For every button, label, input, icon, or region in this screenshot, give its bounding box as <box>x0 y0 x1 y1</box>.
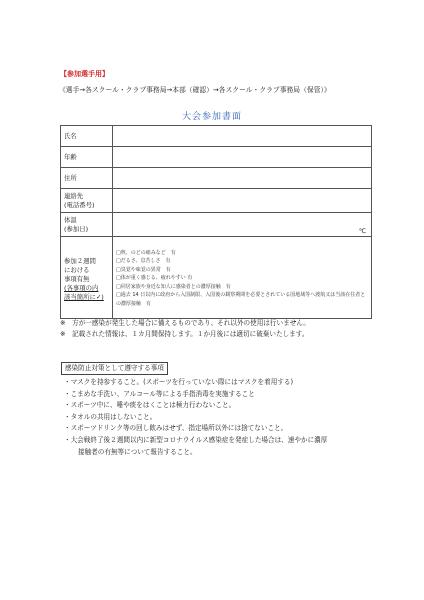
form-row-address <box>61 168 372 189</box>
symptoms-label-line1: 参加２週間 <box>64 256 96 265</box>
rule-item: ・こまめな手洗い、アルコール等による手指消毒を実施すること <box>64 389 255 398</box>
form-row-age <box>61 147 372 168</box>
symptom-checklist <box>113 237 372 319</box>
symptoms-label-line3: 事項有無 <box>64 274 90 283</box>
notes-block <box>60 318 310 340</box>
rules-heading: 感染防止対策として遵守する事項 <box>61 362 168 375</box>
contact-label-line1: 連絡先 <box>64 191 84 200</box>
address-field[interactable] <box>113 168 372 189</box>
symptom-check-heaviness[interactable]: □体が重く感じる、疲れやすい 有 <box>116 275 193 282</box>
symptoms-label-line5: 該当箇所に✓) <box>64 292 104 301</box>
symptom-check-travel-cont: の濃厚接触 有 <box>116 300 152 307</box>
name-field[interactable] <box>113 126 372 147</box>
rule-item-continuation: 接触者の有無等について報告すること。 <box>78 447 197 456</box>
rule-item: ・スポーツ中に、唾や痰をはくことは極力行わないこと。 <box>64 401 236 410</box>
temperature-label <box>61 213 113 237</box>
contact-label-line2: (電話番号) <box>64 200 95 209</box>
temperature-label-line2: (参加日) <box>64 224 89 233</box>
symptom-check-smell-taste[interactable]: □臭覚や味覚の異常 有 <box>116 266 171 273</box>
form-title: 大会参加書面 <box>181 112 242 122</box>
name-label: 氏名 <box>61 126 113 147</box>
symptom-check-fatigue[interactable]: □だるさ、息苦しさ 有 <box>116 258 171 265</box>
rule-item: ・スポーツドリンク等の回し飲みはせず、指定場所以外には捨てないこと。 <box>64 424 288 433</box>
address-label: 住所 <box>61 168 113 189</box>
celsius-unit: ℃ <box>358 227 366 235</box>
rule-item: ・タオルの共用はしないこと。 <box>64 412 157 421</box>
temperature-field[interactable] <box>113 213 372 237</box>
participation-form-table <box>60 125 372 319</box>
form-row-contact <box>61 189 372 213</box>
form-row-name <box>61 126 372 147</box>
contact-label <box>61 189 113 213</box>
temperature-label-line1: 体温 <box>64 215 77 224</box>
symptoms-label <box>61 237 113 319</box>
submission-route: 《選手→各スクール・クラブ事務局→本部（確認）→各スクール・クラブ事務局（保管）》 <box>59 86 331 94</box>
symptom-check-travel[interactable]: □過去 14 日以内に政府から入国制限、入国後の観察期間を必要とされている国地域等へ渡航又は当該在住者と <box>116 292 366 299</box>
symptom-check-close-contact[interactable]: □同居家族や身近な知人に感染者との濃厚接触 有 <box>116 283 231 290</box>
form-row-temperature <box>61 213 372 237</box>
age-label: 年齢 <box>61 147 113 168</box>
note-retention: ※ 記載された情報は、１カ月間保持します。１か月後には適切に破棄いたします。 <box>60 330 309 338</box>
rule-item: ・大会戦終了後２週間以内に新型コロナウイルス感染症を発症した場合は、速やかに濃厚 <box>64 435 328 444</box>
note-usage: ※ 方が一感染が発生した場合に備えるものであり、それ以外の使用は行いません。 <box>60 319 310 327</box>
participant-tag: 【参加選手用】 <box>60 70 109 78</box>
symptom-check-cough[interactable]: □咳、のどの痛みなど 有 <box>116 249 176 256</box>
contact-field[interactable] <box>113 189 372 213</box>
age-field[interactable] <box>113 147 372 168</box>
symptoms-label-line4: (各事項の内 <box>64 283 99 292</box>
rule-item: ・マスクを持参すること。(スポーツを行っていない際にはマスクを着用する) <box>64 378 294 386</box>
symptoms-label-line2: における <box>64 265 90 274</box>
form-row-symptoms <box>61 237 372 319</box>
rules-list <box>64 377 327 458</box>
